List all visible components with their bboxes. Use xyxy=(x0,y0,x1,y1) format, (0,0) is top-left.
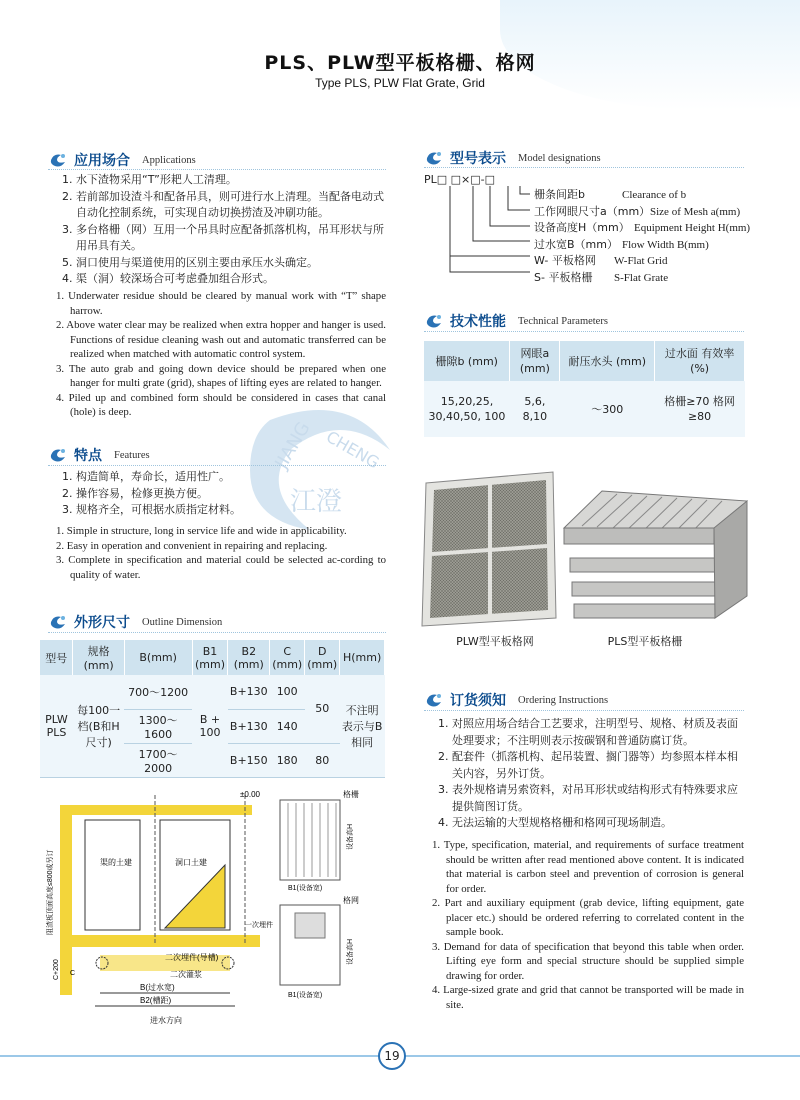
svg-text:洞口土建: 洞口土建 xyxy=(175,858,207,867)
divider xyxy=(424,710,744,711)
table-header: B2 (mm) xyxy=(228,640,270,675)
ordering-title-en: Ordering Instructions xyxy=(518,694,609,706)
table-header: 型号 xyxy=(40,640,73,675)
model-line-en: W-Flat Grid xyxy=(614,255,668,267)
table-cell: 100 xyxy=(270,675,305,709)
svg-text:设备高H: 设备高H xyxy=(347,823,354,850)
outline-dimension-table xyxy=(40,640,385,778)
table-header: D (mm) xyxy=(305,640,340,675)
table-header: 网眼a (mm) xyxy=(510,341,560,381)
svg-text:C: C xyxy=(70,970,76,977)
list-item: 2. Easy in operation and convenient in repairing and replacing. xyxy=(56,539,328,552)
table-cell: B+130 xyxy=(228,709,270,743)
plw-caption: PLW型平板格网 xyxy=(456,635,534,648)
svg-text:格网: 格网 xyxy=(343,896,359,905)
table-cell: B+150 xyxy=(228,743,270,777)
divider xyxy=(424,331,744,332)
list-item: 2. 操作容易，检修更换方便。 xyxy=(62,486,208,500)
table-cell: 1300～1600 xyxy=(124,709,192,743)
table-header: 过水面 有效率(%) xyxy=(655,341,745,381)
page-subtitle: Type PLS, PLW Flat Grate, Grid xyxy=(315,76,485,90)
ordering-cn-list xyxy=(424,716,746,832)
svg-text:±0.00: ±0.00 xyxy=(240,790,260,799)
divider xyxy=(48,169,386,170)
list-item: 4. Piled up and combined form should be considered in cases that canal (hole) is deep. xyxy=(56,391,386,418)
features-cn-list xyxy=(48,469,388,519)
table-cell: 不注明表示与B相同 xyxy=(340,675,385,777)
model-line-cn: S- 平板格栅 xyxy=(534,270,593,284)
list-item: 1. Type, specification, material, and requirements of surface treatment should be written after read mentioned above content. It is indicated that material is carbon steel and prevention of corrosion is general for order. xyxy=(432,839,744,895)
model-title: 型号表示 xyxy=(450,151,506,167)
table-cell: 格栅≥70 格网≥80 xyxy=(664,395,735,423)
model-line-en: Equipment Height H(mm) xyxy=(634,222,751,234)
outline-heading xyxy=(48,612,222,632)
list-item: 2. Part and auxiliary equipment (grab device, lifting equipment, gate placer etc.) should be ordered referring to correlated content in the sample book. xyxy=(432,897,744,938)
table-header: 栅隙b (mm) xyxy=(424,341,510,381)
table-cell: 140 xyxy=(270,709,305,743)
technical-table xyxy=(424,341,745,437)
list-item: 4. 无法运输的大型规格格栅和格网可现场制造。 xyxy=(438,816,672,829)
table-cell: 每100一档(B和H尺寸) xyxy=(73,675,124,777)
svg-text:二次灌浆: 二次灌浆 xyxy=(170,970,202,979)
technical-heading xyxy=(424,311,608,331)
svg-text:设备高H: 设备高H xyxy=(347,938,354,965)
installation-drawing xyxy=(40,785,380,1030)
list-item: 3. Complete in specification and material could be selected ac-cording to quality of water. xyxy=(56,554,386,581)
wall-top xyxy=(72,805,252,815)
drop-swirl-icon xyxy=(48,151,68,169)
grid-mesh xyxy=(295,913,325,938)
list-item: 3. 表外规格请另索资料，对吊耳形状或结构形式有特殊要求应提供简图订货。 xyxy=(438,783,738,813)
table-cell: B+130 xyxy=(228,675,270,709)
table-cell: 80 xyxy=(305,743,340,777)
list-item: 2. 配套件（抓落机构、起吊装置、搁门器等）均参照本样本相关内容，另外订货。 xyxy=(438,750,738,780)
svg-text:CHENG: CHENG xyxy=(323,427,383,473)
table-cell: 15,20,25, 30,40,50, 100 xyxy=(428,395,506,423)
model-title-en: Model designations xyxy=(518,152,601,164)
svg-text:B(过水宽): B(过水宽) xyxy=(140,983,175,992)
svg-text:渠的土建: 渠的土建 xyxy=(100,858,132,867)
technical-title-en: Technical Parameters xyxy=(518,315,608,327)
svg-text:B1(设备宽): B1(设备宽) xyxy=(288,992,323,999)
model-line-cn: 过水宽B（mm） xyxy=(534,237,618,251)
page-title: PLS、PLW型平板格栅、格网 xyxy=(264,52,536,74)
table-cell: 180 xyxy=(270,743,305,777)
outline-title: 外形尺寸 xyxy=(74,615,130,631)
features-heading xyxy=(48,445,150,465)
table-header: B(mm) xyxy=(124,640,192,675)
svg-text:进水方向: 进水方向 xyxy=(150,1016,182,1025)
applications-heading xyxy=(48,150,196,170)
list-item: 1. 对照应用场合结合工艺要求，注明型号、规格、材质及表面处理要求；不注明则表示按碳钢和普通防腐订货。 xyxy=(438,717,738,747)
features-title-en: Features xyxy=(114,449,150,461)
list-item: 1. Underwater residue should be cleared by manual work with “T” shape harrow. xyxy=(56,290,386,317)
outline-title-en: Outline Dimension xyxy=(142,616,223,628)
pls-grate-photo xyxy=(562,486,748,624)
divider xyxy=(48,465,386,466)
svg-text:JIANG: JIANG xyxy=(271,418,315,473)
applications-title-en: Applications xyxy=(142,154,196,166)
list-item: 3. Demand for data of specification that beyond this table when order. Lifting eye form and special structure should be supplied simple drawing for order. xyxy=(432,940,744,982)
ordering-title: 订货须知 xyxy=(450,693,506,709)
model-legend xyxy=(534,187,754,286)
table-cell: B + 100 xyxy=(192,675,228,777)
features-en-list xyxy=(48,524,386,582)
table-header: 规格(mm) xyxy=(73,640,124,675)
drop-swirl-icon xyxy=(48,446,68,464)
list-item: 3. The auto grab and going down device should be prepared when one hanger for multi grate (grid), shapes of lifting eyes are related to hanger. xyxy=(56,362,386,389)
svg-text:一次埋件: 一次埋件 xyxy=(245,922,273,929)
list-item: 1. 水下渣物采用“T”形耙人工清理。 xyxy=(62,173,237,186)
model-line-en: Size of Mesh a(mm) xyxy=(650,205,741,218)
model-line-en: S-Flat Grate xyxy=(614,271,669,284)
canal-frame xyxy=(85,820,140,930)
page-number: 19 xyxy=(378,1042,406,1070)
model-line-en: Clearance of b xyxy=(622,189,687,201)
model-line-cn: W- 平板格网 xyxy=(534,254,596,267)
model-line-cn: 设备高度H（mm） xyxy=(534,221,630,234)
svg-text:C+200: C+200 xyxy=(53,959,60,980)
model-code: PL□ □×□-□ xyxy=(424,173,496,186)
model-line-en: Flow Width B(mm) xyxy=(622,238,709,251)
technical-title: 技术性能 xyxy=(450,314,506,330)
pls-caption: PLS型平板格栅 xyxy=(607,635,683,648)
list-item: 3. 多台格栅（网）互用一个吊具时应配备抓落机构，吊耳形状与所用吊具有关。 xyxy=(62,222,384,252)
list-item: 1. 构造简单，寿命长，适用性广。 xyxy=(62,470,230,483)
divider xyxy=(48,632,386,633)
model-line-cn: 栅条间距b xyxy=(534,188,585,201)
svg-text:格栅: 格栅 xyxy=(343,790,359,799)
model-heading xyxy=(424,148,601,168)
wall-left xyxy=(60,805,72,995)
grate-elevation xyxy=(280,800,340,880)
table-header: C (mm) xyxy=(270,640,305,675)
list-item: 5. 洞口使用与渠道使用的区别主要由承压水头确定。 xyxy=(62,255,318,269)
features-title: 特点 xyxy=(74,448,102,464)
ordering-en-list xyxy=(424,838,744,1012)
list-item: 2. 若前部加设渣斗和配备吊具，则可进行水上清理。当配备电动式自动化控制系统，可实现自动切换捞渣及冲刷功能。 xyxy=(62,189,384,219)
drop-swirl-icon xyxy=(48,613,68,631)
table-cell: 50 xyxy=(305,675,340,743)
svg-text:二次埋件(导槽): 二次埋件(导槽) xyxy=(165,953,219,962)
table-header: B1 (mm) xyxy=(192,640,228,675)
svg-text:江澄: 江澄 xyxy=(290,487,343,517)
model-bracket-lines xyxy=(440,186,535,281)
table-cell: 1700～2000 xyxy=(124,743,192,777)
divider xyxy=(424,167,744,168)
table-cell: 700～1200 xyxy=(124,675,192,709)
table-header: 耐压水头 (mm) xyxy=(560,341,655,381)
plw-grid-photo xyxy=(418,468,558,628)
applications-title: 应用场合 xyxy=(74,153,130,169)
svg-text:阻渣板顶面高度≤800或另订: 阻渣板顶面高度≤800或另订 xyxy=(47,849,54,935)
applications-cn-list xyxy=(48,172,388,288)
table-cell: 5,6, 8,10 xyxy=(522,395,548,423)
drop-swirl-icon xyxy=(424,691,444,709)
list-item: 2. Above water clear may be realized when extra hopper and hanger is used. Functions of residue cleaning wash out and automatic transferred can be realized when matched with automatic control system. xyxy=(56,319,386,360)
model-line-cn: 工作网眼尺寸a（mm） xyxy=(534,204,651,218)
list-item: 4. 渠（洞）较深场合可考虑叠加组合形式。 xyxy=(62,272,274,285)
table-header: H(mm) xyxy=(340,640,385,675)
list-item: 3. 规格齐全，可根据水质指定材料。 xyxy=(62,503,241,516)
list-item: 4. Large-sized grate and grid that cannot be transported will be made in site. xyxy=(432,984,744,1011)
drop-swirl-icon xyxy=(424,149,444,167)
svg-text:B2(槽距): B2(槽距) xyxy=(140,996,172,1005)
wall-bottom xyxy=(60,935,260,947)
ordering-heading xyxy=(424,690,608,710)
drop-swirl-icon xyxy=(424,312,444,330)
table-cell: PLW PLS xyxy=(40,675,73,777)
list-item: 1. Simple in structure, long in service life and wide in applicability. xyxy=(56,525,347,537)
table-cell: ～300 xyxy=(591,402,624,416)
svg-text:B1(设备宽): B1(设备宽) xyxy=(288,885,323,892)
